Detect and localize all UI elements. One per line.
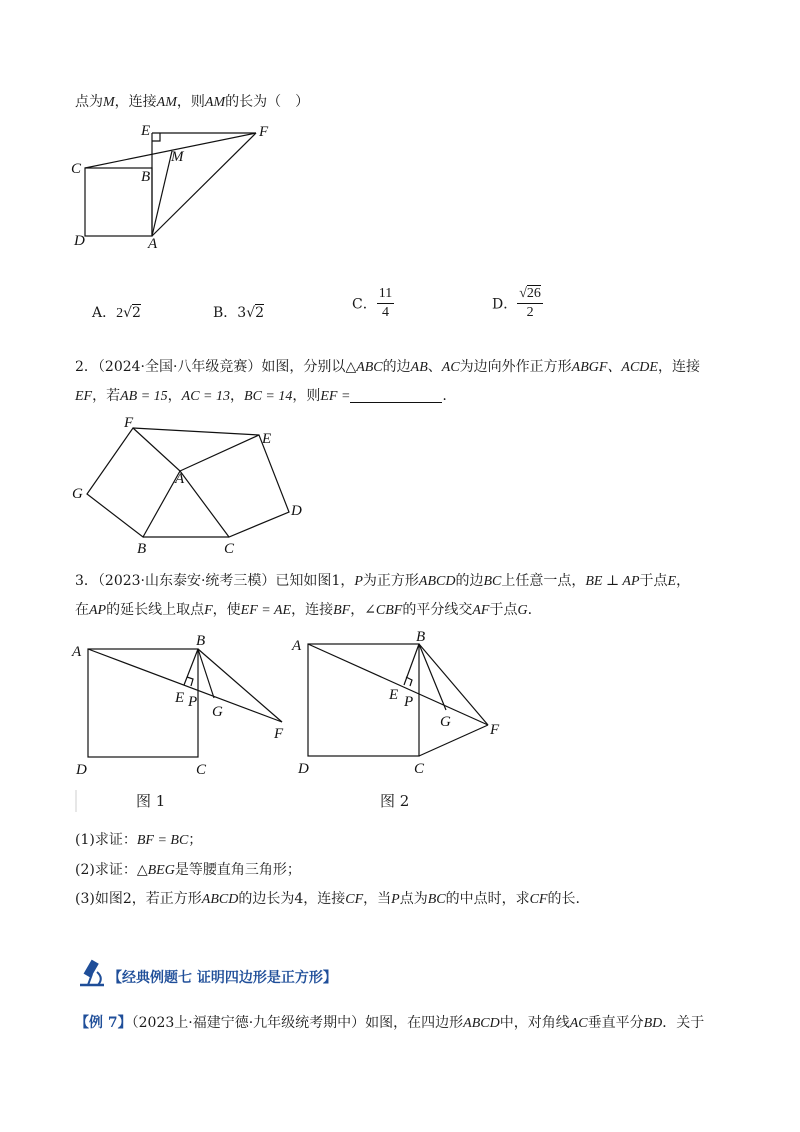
q3-text: 的中点时，求 <box>445 891 530 907</box>
q2-label-a: A <box>175 471 185 487</box>
q2-square-abgf <box>87 428 180 537</box>
q3-fig1-line-af <box>88 649 282 722</box>
q3-text: ，当 <box>363 891 392 907</box>
q1-option-c-den: 4 <box>381 305 389 320</box>
q3-text: ，若正方形 <box>131 891 202 907</box>
q3-text: 的边长为 <box>238 891 295 907</box>
q1-option-d[interactable] <box>492 285 543 322</box>
q3-var: 4 <box>294 891 304 907</box>
q3-fig2-label-e: E <box>389 687 399 703</box>
q3-fig2-label-b: B <box>416 629 426 645</box>
q3-fig2-line-be <box>404 644 419 685</box>
q2-square-acde <box>180 435 289 537</box>
q1-label-f: F <box>259 124 269 140</box>
q2-text: 、 <box>427 359 442 375</box>
q1-option-d-den: 2 <box>526 305 534 320</box>
q3-text: 的长. <box>547 891 580 907</box>
q3-fig2-line-cf <box>419 725 488 756</box>
q3-text: 点为 <box>399 891 428 907</box>
q3-fig1-label-b: B <box>196 633 206 649</box>
q3-fig2-label-d: D <box>298 761 309 777</box>
q1-text: ，连接 <box>114 94 157 110</box>
q3-text: ， <box>350 602 365 618</box>
q3-fig1-right-angle <box>187 677 193 686</box>
q2-label-e: E <box>262 431 272 447</box>
q2-var: △ABC <box>345 360 383 375</box>
microscope-icon <box>80 960 104 985</box>
q3-fig2-line-bf <box>419 644 488 725</box>
q3-var: P <box>354 574 363 589</box>
q2-var: EF <box>75 389 93 404</box>
q2-text: 为边向外作正方形 <box>459 359 572 375</box>
q2-line1 <box>75 357 700 378</box>
q2-line-ef <box>133 428 259 435</box>
q2-label-b: B <box>137 541 147 557</box>
q3-text: 于点 <box>489 602 518 618</box>
q1-option-c-num: 11 <box>377 285 394 304</box>
q2-var: AB <box>410 360 428 375</box>
q2-text: ， <box>230 388 245 404</box>
q1-line-fa <box>152 133 256 236</box>
example7-var: ABCD <box>463 1016 500 1031</box>
q3-eq: BF = BC <box>136 833 189 848</box>
sqrt-icon: √ <box>519 286 527 301</box>
q3-fig2-caption: 图 2 <box>380 792 410 810</box>
q3-fig2-label-f: F <box>490 722 500 738</box>
q3-var: CF <box>345 892 364 907</box>
q3-eq: BE ⊥ AP <box>585 574 640 589</box>
q3-text: (3)如图 <box>75 891 123 907</box>
q3-text: (1)求证： <box>75 832 137 848</box>
q3-fig2-line-af <box>308 644 488 725</box>
q3-var: ∠CBF <box>364 603 403 618</box>
q3-fig1-line-be <box>184 649 198 685</box>
example7-var: BD <box>643 1016 663 1031</box>
example7-text: （2023上·福建宁德·九年级统考期中）如图，在四边形 <box>131 1015 464 1031</box>
q2-text: 的边 <box>382 359 411 375</box>
q2-var: AC <box>441 360 460 375</box>
q3-text: 3．（2023·山东泰安·统考三模）已知如图 <box>75 573 332 589</box>
q1-option-d-fraction <box>517 285 543 322</box>
q1-option-a-radicand: 2 <box>132 305 141 321</box>
example7-tag: 【例 7】 <box>75 1015 132 1031</box>
q1-option-a-coef: 2 <box>116 306 124 321</box>
q1-right-angle <box>152 133 160 141</box>
q3-fig1-label-f: F <box>274 726 284 742</box>
q3-var: 2 <box>122 891 132 907</box>
q2-text: ，则 <box>292 388 321 404</box>
q1-option-d-label: D． <box>492 296 518 313</box>
q3-line2 <box>75 600 532 621</box>
q3-text: ， <box>676 573 691 589</box>
q2-var: ABGF、ACDE <box>571 360 658 375</box>
q1-var: AM <box>204 95 226 110</box>
q3-text: ，连接 <box>303 891 346 907</box>
q2-eq: AC = 13 <box>181 389 231 404</box>
q3-var: 1 <box>331 573 341 589</box>
q1-option-d-radicand: 26 <box>526 286 541 301</box>
q3-fig1-caption: 图 1 <box>136 792 166 810</box>
q3-fig2-square <box>308 644 419 756</box>
q1-label-a: A <box>148 236 158 252</box>
q1-option-a-label: A． <box>92 305 117 321</box>
q3-fig2-label-p: P <box>404 694 414 710</box>
q3-fig1-label-a: A <box>72 644 82 660</box>
q1-label-e: E <box>141 123 151 139</box>
q3-var: △BEG <box>136 863 175 878</box>
example7-line <box>75 1013 704 1034</box>
q3-text: 上任意一点， <box>501 573 586 589</box>
example7-var: AC <box>569 1016 588 1031</box>
q3-text: ； <box>188 832 203 848</box>
q1-option-a[interactable] <box>92 302 141 322</box>
q3-fig2-label-c: C <box>414 761 425 777</box>
q3-text: 于点 <box>639 573 668 589</box>
q1-option-b[interactable] <box>213 302 264 322</box>
q1-var: M <box>103 95 115 110</box>
q3-text: 在 <box>75 602 89 618</box>
q1-label-d: D <box>74 233 85 249</box>
q2-eq: EF = <box>320 389 351 404</box>
example7-text: 垂直平分 <box>587 1015 644 1031</box>
q3-part2 <box>75 860 301 881</box>
q3-var: BC <box>483 574 502 589</box>
q2-label-g: G <box>72 486 83 502</box>
q3-part3 <box>75 889 580 910</box>
q3-fig1-label-g: G <box>212 704 223 720</box>
q1-option-c-fraction <box>377 285 394 322</box>
q2-text: ，连接 <box>657 359 700 375</box>
q1-option-b-label: B． <box>213 305 238 321</box>
q2-eq: AB = 15 <box>120 389 168 404</box>
example7-text: 中，对角线 <box>499 1015 570 1031</box>
q3-eq: EF = AE <box>240 603 292 618</box>
q1-option-b-radicand: 2 <box>255 305 265 321</box>
example7-text: ．关于 <box>662 1015 705 1031</box>
q2-eq: BC = 14 <box>244 389 293 404</box>
q2-label-f: F <box>124 415 134 431</box>
q3-fig1-label-d: D <box>76 762 87 778</box>
sqrt-icon: √ <box>123 305 133 321</box>
q1-label-b: B <box>141 169 151 185</box>
section-title: 【经典例题七 证明四边形是正方形】 <box>108 970 337 986</box>
q1-text: ，则 <box>176 94 205 110</box>
q3-fig1-label-e: E <box>175 690 185 706</box>
q3-var: G <box>517 603 528 618</box>
q3-var: ABCD <box>201 892 239 907</box>
q1-option-d-num <box>517 285 543 304</box>
sqrt-icon: √ <box>246 305 256 321</box>
q3-var: BF <box>333 603 351 618</box>
q3-fig1-line-bf <box>198 649 282 722</box>
q3-text: 的平分线交 <box>402 602 473 618</box>
q3-text: ，连接 <box>291 602 334 618</box>
q1-text: 的长为（ ） <box>225 94 310 110</box>
q1-option-b-coef: 3 <box>237 305 247 321</box>
q2-line2 <box>75 386 447 407</box>
q3-text: ，使 <box>212 602 241 618</box>
q3-var: F <box>204 603 213 618</box>
q1-option-c[interactable] <box>352 285 394 322</box>
q3-var: AF <box>472 603 490 618</box>
q3-line1 <box>75 571 690 592</box>
q1-line-am <box>152 151 172 236</box>
q2-label-c: C <box>224 541 235 557</box>
q1-label-c: C <box>71 161 82 177</box>
q1-label-m: M <box>171 149 184 165</box>
q3-text: . <box>527 602 533 618</box>
q3-part1 <box>75 830 202 851</box>
q3-var: E <box>667 574 677 589</box>
q1-option-c-label: C． <box>352 296 377 313</box>
q3-text: 是等腰直角三角形； <box>174 862 301 878</box>
q3-text: 为正方形 <box>362 573 419 589</box>
q2-answer-blank[interactable] <box>350 390 442 403</box>
q3-text: 的边 <box>455 573 484 589</box>
q3-text: (2)求证： <box>75 862 137 878</box>
q2-label-d: D <box>291 503 302 519</box>
q3-text: 的延长线上取点 <box>106 602 205 618</box>
q3-fig2-label-g: G <box>440 714 451 730</box>
q3-var: CF <box>529 892 548 907</box>
q3-var: P <box>391 892 400 907</box>
q3-text: ， <box>340 573 355 589</box>
q3-var: ABCD <box>418 574 456 589</box>
q3-var: BC <box>427 892 446 907</box>
q3-fig1-label-p: P <box>188 694 198 710</box>
q3-fig2-label-a: A <box>292 638 302 654</box>
q1-text: 点为 <box>75 94 103 110</box>
q2-text: 2．（2024·全国·八年级竞赛）如图，分别以 <box>75 359 346 375</box>
q2-text: ，若 <box>92 388 121 404</box>
q1-var: AM <box>156 95 177 110</box>
q2-text: . <box>442 388 447 404</box>
q3-var: AP <box>89 603 107 618</box>
q3-fig1-label-c: C <box>196 762 207 778</box>
q2-text: ， <box>167 388 182 404</box>
